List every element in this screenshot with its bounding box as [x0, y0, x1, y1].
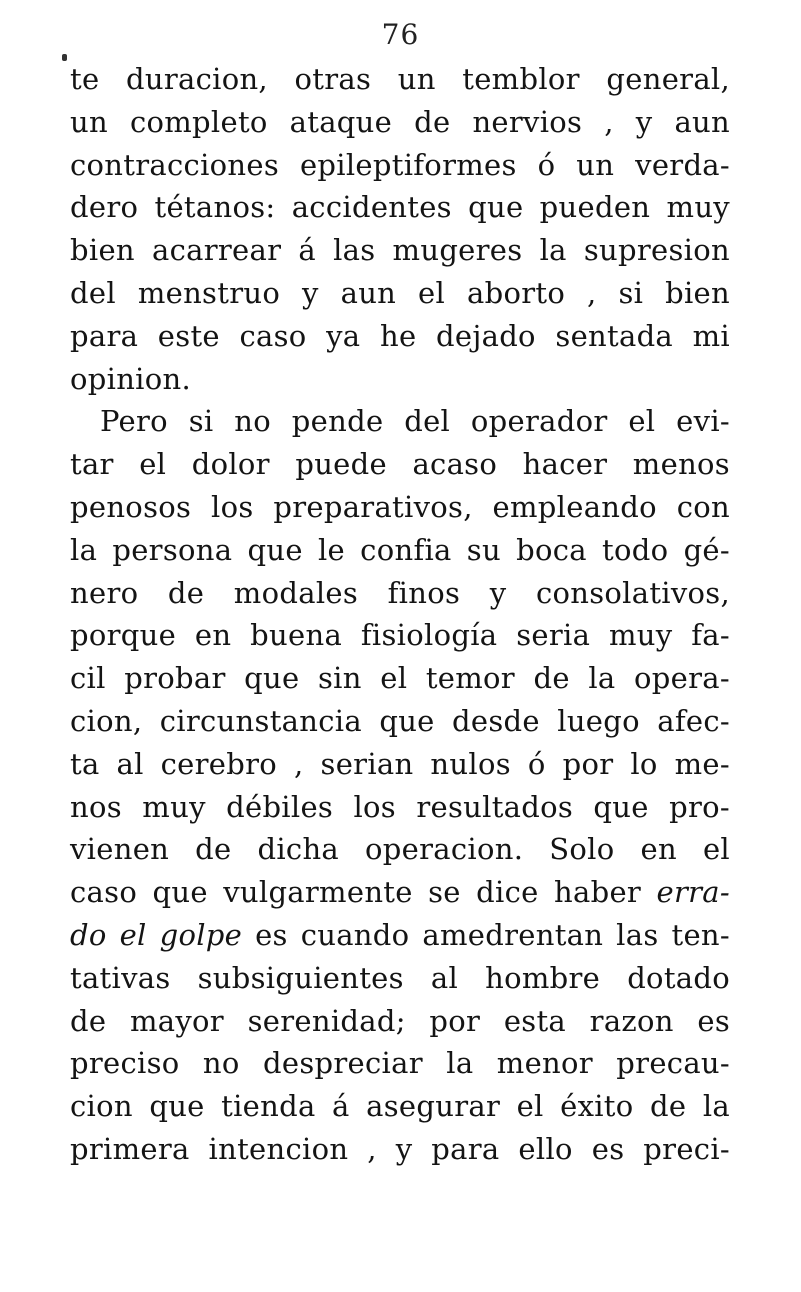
paragraph-start-line: Pero si no pende del operador el evi- [100, 404, 730, 439]
text-line: la persona que le confia su boca todo gé- [70, 532, 730, 567]
text-line: vienen de dicha operacion. Solo en el [70, 832, 730, 867]
text-line: cion, circunstancia que desde luego afec- [70, 703, 730, 738]
italic-phrase: erra- [656, 875, 730, 910]
text-line [70, 914, 730, 957]
body-text [70, 58, 730, 1171]
text-line: nero de modales finos y consolativos, [70, 575, 730, 610]
text-line [70, 871, 730, 914]
text-line: tativas subsiguientes al hombre dotado [70, 960, 730, 995]
text-line: dero tétanos: accidentes que pueden muy [70, 190, 730, 225]
text-line: primera intencion , y para ello es preci- [70, 1131, 730, 1166]
text-line: porque en buena fisiología seria muy fa- [70, 618, 730, 653]
text-line: te duracion, otras un temblor general, [70, 62, 730, 96]
printer-mark [62, 54, 67, 61]
text-line: bien acarrear á las mugeres la supresion [70, 233, 730, 268]
text-line: contracciones epileptiformes ó un verda- [70, 147, 730, 182]
text-line: del menstruo y aun el aborto , si bien [70, 275, 730, 310]
text-line: de mayor serenidad; por esta razon es [70, 1003, 730, 1038]
text-line: un completo ataque de nervios , y aun [70, 104, 730, 139]
text-line: cion que tienda á asegurar el éxito de la [70, 1089, 730, 1124]
text-line: nos muy débiles los resultados que pro- [70, 789, 730, 824]
paragraph-end-line: opinion. [70, 361, 192, 396]
text-line: preciso no despreciar la menor precau- [70, 1046, 730, 1081]
text-segment: es cuando amedrentan las ten- [242, 917, 730, 952]
text-line: cil probar que sin el temor de la opera- [70, 661, 730, 696]
text-segment: caso que vulgarmente se dice haber [70, 875, 657, 910]
italic-phrase: do el golpe [70, 917, 243, 952]
text-line: ta al cerebro , serian nulos ó por lo me- [70, 746, 730, 781]
text-line: para este caso ya he dejado sentada mi [70, 318, 730, 353]
text-line: penosos los preparativos, empleando con [70, 489, 730, 524]
page-number: 76 [381, 18, 420, 51]
text-line: tar el dolor puede acaso hacer menos [70, 447, 730, 482]
